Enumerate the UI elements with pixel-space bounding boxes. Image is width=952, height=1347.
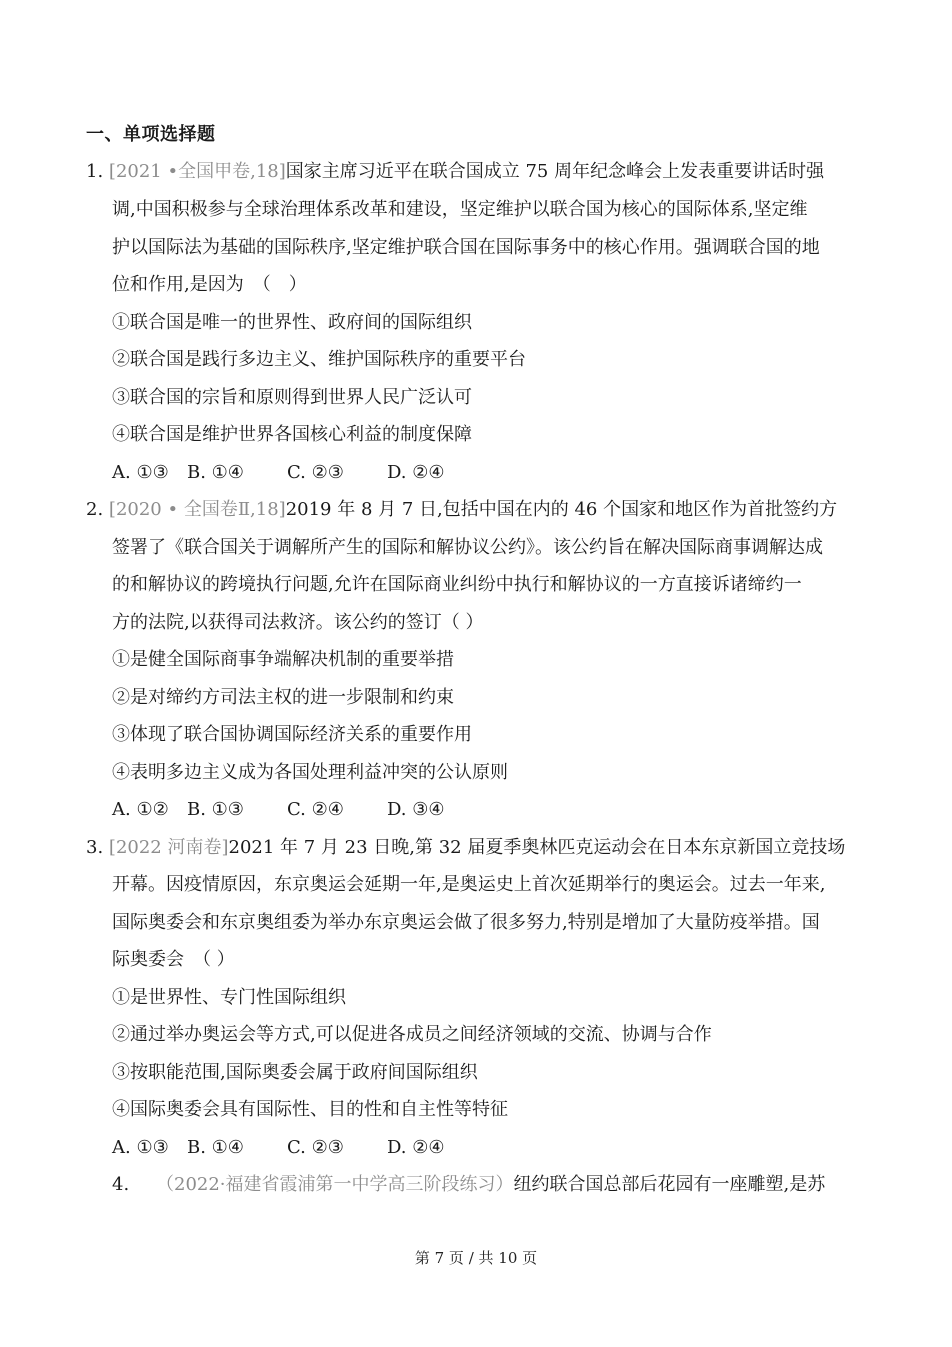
option-b[interactable]: B. ①③ — [187, 799, 244, 820]
question-stem: 的和解协议的跨境执行问题,允许在国际商业纠纷中执行和解协议的一方直接诉诸缔约一 — [112, 574, 802, 595]
question-stem: 签署了《联合国关于调解所产生的国际和解协议公约》。该公约旨在解决国际商事调解达成 — [112, 537, 823, 558]
question-stem: 际奥委会 （ ） — [112, 949, 235, 970]
statement: ④表明多边主义成为各国处理利益冲突的公认原则 — [112, 762, 508, 783]
question-stem: 纽约联合国总部后花园有一座雕塑,是苏 — [513, 1174, 826, 1195]
question-3-line-1 — [86, 836, 845, 860]
option-d[interactable]: D. ②④ — [387, 462, 445, 483]
question-stem: 2019 年 8 月 7 日,包括中国在内的 46 个国家和地区作为首批签约方 — [285, 499, 838, 520]
statement: ③体现了联合国协调国际经济关系的重要作用 — [112, 724, 472, 745]
statement: ④联合国是维护世界各国核心利益的制度保障 — [112, 424, 472, 445]
question-source: [2020 • 全国卷Ⅱ,18] — [108, 499, 286, 520]
question-stem: 调,中国积极参与全球治理体系改革和建设，坚定维护以联合国为核心的国际体系,坚定维 — [112, 199, 808, 220]
section-title: 一、单项选择题 — [86, 124, 216, 145]
statement: ②通过举办奥运会等方式,可以促进各成员之间经济领域的交流、协调与合作 — [112, 1024, 712, 1045]
question-number: 1. — [86, 161, 104, 182]
answer-options — [112, 798, 445, 822]
statement: ④国际奥委会具有国际性、目的性和自主性等特征 — [112, 1099, 508, 1120]
option-c[interactable]: C. ②③ — [287, 462, 344, 483]
question-stem: 方的法院,以获得司法救济。该公约的签订（ ） — [112, 612, 484, 633]
question-source: [2021 •全国甲卷,18] — [108, 161, 286, 182]
option-a[interactable]: A. ①③ — [112, 462, 169, 483]
question-stem: 护以国际法为基础的国际秩序,坚定维护联合国在国际事务中的核心作用。强调联合国的地 — [112, 237, 820, 258]
question-source: （2022·福建省霞浦第一中学高三阶段练习） — [156, 1174, 514, 1195]
answer-options — [112, 1136, 445, 1160]
statement: ①是健全国际商事争端解决机制的重要举措 — [112, 649, 454, 670]
question-stem: 位和作用,是因为 （ ） — [112, 274, 307, 295]
statement: ③联合国的宗旨和原则得到世界人民广泛认可 — [112, 387, 472, 408]
option-b[interactable]: B. ①④ — [187, 462, 244, 483]
question-source: [2022 河南卷] — [108, 837, 229, 858]
statement: ①是世界性、专门性国际组织 — [112, 987, 346, 1008]
statement: ②是对缔约方司法主权的进一步限制和约束 — [112, 687, 454, 708]
answer-options — [112, 461, 445, 485]
question-number: 4. — [112, 1174, 130, 1195]
option-a[interactable]: A. ①③ — [112, 1137, 169, 1158]
question-stem: 2021 年 7 月 23 日晚,第 32 届夏季奥林匹克运动会在日本东京新国立竞技场 — [228, 837, 846, 858]
option-d[interactable]: D. ③④ — [387, 799, 445, 820]
statement: ③按职能范围,国际奥委会属于政府间国际组织 — [112, 1062, 478, 1083]
page-footer: 第 7 页 / 共 10 页 — [414, 1249, 538, 1267]
question-number: 3. — [86, 837, 104, 858]
option-d[interactable]: D. ②④ — [387, 1137, 445, 1158]
statement: ①联合国是唯一的世界性、政府间的国际组织 — [112, 312, 472, 333]
option-c[interactable]: C. ②③ — [287, 1137, 344, 1158]
question-2-line-1 — [86, 498, 837, 522]
question-4-line-1 — [112, 1173, 825, 1197]
question-stem: 国家主席习近平在联合国成立 75 周年纪念峰会上发表重要讲话时强 — [285, 161, 825, 182]
question-stem: 开幕。因疫情原因，东京奥运会延期一年,是奥运史上首次延期举行的奥运会。过去一年来, — [112, 874, 826, 895]
statement: ②联合国是践行多边主义、维护国际秩序的重要平台 — [112, 349, 526, 370]
question-stem: 国际奥委会和东京奥组委为举办东京奥运会做了很多努力,特别是增加了大量防疫举措。国 — [112, 912, 820, 933]
option-a[interactable]: A. ①② — [112, 799, 169, 820]
option-c[interactable]: C. ②④ — [287, 799, 344, 820]
question-1-line-1 — [86, 160, 824, 184]
question-number: 2. — [86, 499, 104, 520]
option-b[interactable]: B. ①④ — [187, 1137, 244, 1158]
